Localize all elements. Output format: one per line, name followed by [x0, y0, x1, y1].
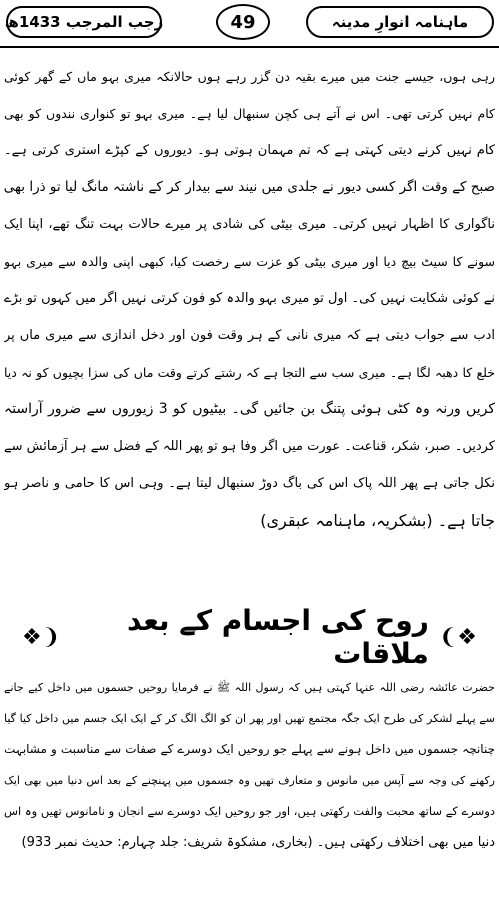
ornament-left-icon: ❨❖ — [22, 624, 61, 650]
ornament-right-icon: ❖❩ — [438, 624, 477, 650]
text-line: چنانچہ جسموں میں داخل ہونے سے پہلے جو روحیں ایک دوسرے کے صفات سے مناسبت و مشابہت — [4, 742, 495, 756]
page-number: 49 — [216, 4, 270, 40]
text-line: نکل جاتی ہے پھر اللہ پاک اس کی باگ دوڑ سنبھال لیتا ہے۔ وہی اس کا حامی و ناصر ہو — [4, 476, 495, 491]
text-line-reference: دنیا میں بھی اختلاف رکھتی ہیں۔ (بخاری، مشکوۃ شریف: جلد چہارم: حدیث نمبر 933) — [21, 835, 495, 850]
text-line: خلع کا دھبہ لگا ہے۔ میری سب سے التجا ہے کہ رشتے کرتے وقت ماں کی سزا بچیوں کو نہ دیا — [4, 365, 495, 380]
text-line: حضرت عائشہ رضی اللہ عنہا کہتی ہیں کہ رسول اللہ ﷺ نے فرمایا روحیں جسموں میں داخل کیے جانے — [4, 681, 495, 694]
text-line: ناگواری کا اظہار نہیں کرتی۔ میری بیٹی کی شادی پر میرے حالات بہت تنگ تھے، اپنا ایک — [4, 217, 495, 232]
section-heading — [22, 604, 477, 670]
article-body — [4, 58, 495, 539]
header-divider — [0, 46, 499, 48]
text-line: کام نہیں کرنے دیتی کہتی ہے کہ تم مہمان ہوتی ہو۔ دیوروں کے کپڑے استری کرتی ہے۔ — [4, 143, 495, 158]
text-line-credit: جاتا ہے۔ (بشکریہ، ماہنامہ عبقری) — [260, 511, 495, 530]
text-line: سونے کا سیٹ بیچ دیا اور میری بیٹی کو عزت سے رخصت کیا، کبھی اپنی والدہ سے میری بہو — [4, 254, 495, 269]
text-line: ادب سے جواب دیتی ہے کہ میری نانی کے ہر وقت فون اور دخل اندازی سے میری ماں پر — [4, 328, 495, 343]
issue-date: رجب المرجب 1433ھ — [6, 6, 162, 38]
magazine-title: ماہنامہ انوارِ مدینہ — [306, 6, 494, 38]
section-heading-text: روح کی اجسام کے بعد ملاقات — [127, 604, 429, 670]
hadith-body — [4, 672, 495, 858]
text-line: نے کوئی شکایت نہیں کی۔ اول تو میری بہو والدہ کو فون کرتی نہیں اگر میں کہوں تو بڑے — [4, 291, 495, 306]
text-line: رکھنے کی وجہ سے آپس میں مانوس و متعارف تھیں وہ جسموں میں پہنچنے کے بعد اس دنیا میں بھی ایک — [4, 774, 495, 787]
text-line: سے پہلے لشکر کی طرح ایک جگہ مجتمع تھیں اور پھر ان کو الگ الگ کر کے ایک ایک جسم میں داخل کیا گیا — [4, 712, 495, 725]
text-line: کریں ورنہ وہ کٹی ہوئی پتنگ بن جائیں گی۔ بیٹیوں کو 3 زیوروں سے ضرور آراستہ — [4, 401, 495, 417]
text-line: کام نہیں کرتی تھی۔ اس نے آتے ہی کچن سنبھال لیا ہے۔ میری بہو تو کنواری نندوں کو بھی — [4, 106, 495, 121]
text-line: رہی ہوں، جیسے جنت میں میرے بقیہ دن گزر رہے ہوں حالانکہ میری بہو ماں کے گھر کوئی — [4, 69, 495, 84]
text-line: کردیں۔ صبر، شکر، قناعت۔ عورت میں اگر وفا ہو تو پھر اللہ کے فضل سے ہر آزمائش سے — [4, 439, 495, 454]
page-header — [0, 4, 499, 44]
text-line: صبح کے وقت اگر کسی دیور نے جلدی میں نیند سے بیدار کر کے ناشتہ مانگ لیا تو ذرا بھی — [4, 179, 495, 195]
text-line: دوسرے کے ساتھ محبت والفت رکھتی ہیں، اور جو روحیں ایک دوسرے سے انجان و نامانوس تھیں وہ اس — [4, 804, 495, 818]
